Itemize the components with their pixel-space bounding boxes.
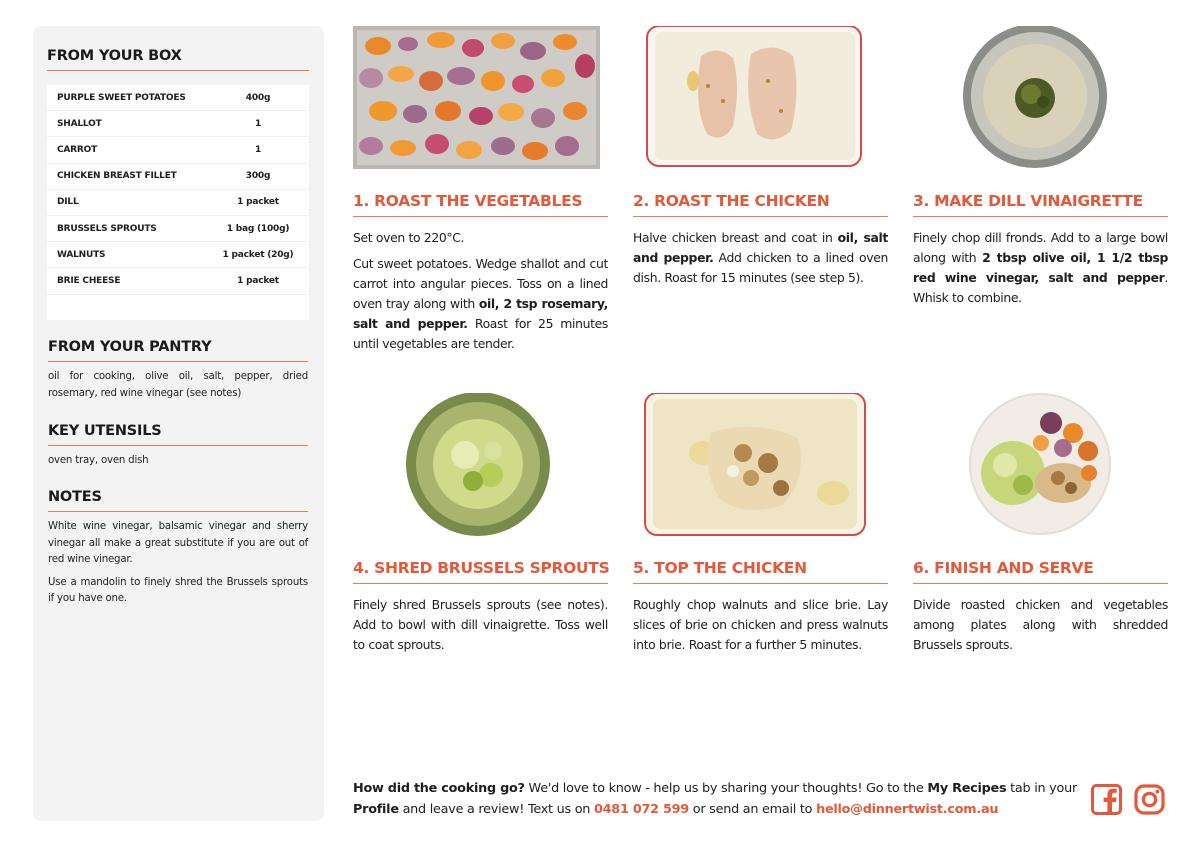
step-4-title: 4. SHRED BRUSSELS SPROUTS <box>353 559 608 584</box>
ingredient-name: PURPLE SWEET POTATOES <box>57 92 186 103</box>
step-5-photo <box>633 393 888 536</box>
step-text-bold: oil, salt and pepper. <box>633 230 888 265</box>
my-recipes-link[interactable]: My Recipes <box>927 781 1007 796</box>
ingredient-qty: 1 packet <box>237 275 279 286</box>
ingredient-qty: 400g <box>245 92 271 103</box>
step-1-text <box>353 228 608 354</box>
ingredient-row <box>47 85 309 111</box>
step-2-paragraph <box>633 228 888 288</box>
instagram-icon[interactable] <box>1134 784 1165 819</box>
ingredient-row <box>47 268 309 294</box>
chicken-in-oven-dish-photo <box>633 26 888 169</box>
ingredient-row <box>47 111 309 137</box>
step-5-text <box>633 595 888 655</box>
footer-text: and leave a review! Text us on <box>398 802 594 817</box>
step-3-paragraph <box>913 228 1168 308</box>
step-1-paragraph <box>353 254 608 354</box>
facebook-icon[interactable] <box>1091 784 1122 819</box>
brie-walnut-chicken-photo <box>633 393 888 536</box>
step-2-title: 2. ROAST THE CHICKEN <box>633 192 888 217</box>
step-text: Halve chicken breast and coat in <box>633 230 838 245</box>
step-2-photo <box>633 26 888 169</box>
notes-section <box>48 489 308 608</box>
step-3-text <box>913 228 1168 308</box>
step-5 <box>633 393 888 661</box>
ingredient-name: BRUSSELS SPROUTS <box>57 223 157 234</box>
step-6 <box>913 393 1168 661</box>
utensils-heading: KEY UTENSILS <box>48 423 308 446</box>
step-2-text <box>633 228 888 288</box>
step-text: Roast for 25 minutes until vegetables are tender. <box>353 316 609 351</box>
step-1-title: 1. ROAST THE VEGETABLES <box>353 192 608 217</box>
ingredient-row <box>47 216 309 242</box>
step-4-photo <box>353 393 608 536</box>
ingredient-row <box>47 137 309 163</box>
ingredient-name: BRIE CHEESE <box>57 275 121 286</box>
ingredient-row <box>47 242 309 268</box>
note-text: Use a mandolin to finely shred the Brussels sprouts if you have one. <box>48 576 308 604</box>
shredded-sprouts-bowl-photo <box>353 393 608 536</box>
ingredient-name: WALNUTS <box>57 249 106 260</box>
ingredient-qty: 1 <box>254 118 262 129</box>
ingredient-name: CHICKEN BREAST FILLET <box>57 171 177 182</box>
step-5-paragraph: Roughly chop walnuts and slice brie. Lay slices of brie on chicken and press walnuts into brie. Roast for a further 5 minutes. <box>633 597 888 652</box>
notes-heading: NOTES <box>48 489 308 512</box>
footer-text: or send an email to <box>688 802 817 817</box>
ingredient-name: SHALLOT <box>57 118 102 129</box>
feedback-footer <box>353 778 1078 820</box>
footer-question: How did the cooking go? <box>353 781 525 796</box>
note-text: White wine vinegar, balsamic vinegar and sherry vinegar all make a great substitute if you are out of red wine vinegar. <box>48 521 308 565</box>
step-4 <box>353 393 608 661</box>
sidebar-panel <box>33 26 324 821</box>
step-3-title: 3. MAKE DILL VINAIGRETTE <box>913 192 1168 217</box>
step-6-title: 6. FINISH AND SERVE <box>913 559 1168 584</box>
step-3 <box>913 26 1168 314</box>
ingredient-qty: 1 packet (20g) <box>222 249 294 260</box>
pantry-section <box>48 339 308 402</box>
ingredient-qty: 300g <box>245 171 271 182</box>
ingredient-row <box>47 190 309 216</box>
phone-link[interactable]: 0481 072 599 <box>594 802 689 817</box>
ingredient-qty: 1 bag (100g) <box>226 223 290 234</box>
step-6-text <box>913 595 1168 655</box>
step-text: Finely chop dill fronds. Add to a large bowl along with <box>913 230 1168 265</box>
footer-text: We'd love to know - help us by sharing your thoughts! Go to the <box>524 781 928 796</box>
footer-text: tab in your <box>1006 781 1077 796</box>
step-text-bold: oil, 2 tsp rosemary, salt and pepper. <box>353 296 608 331</box>
step-text: Add chicken to a lined oven dish. Roast for 15 minutes (see step 5). <box>633 250 888 285</box>
ingredient-row <box>47 164 309 190</box>
step-text: . Whisk to combine. <box>913 270 1168 305</box>
plated-meal-photo <box>913 393 1168 536</box>
step-4-text <box>353 595 608 655</box>
step-6-paragraph: Divide roasted chicken and vegetables among plates along with shredded Brussels sprouts. <box>913 597 1168 652</box>
step-2 <box>633 26 888 294</box>
ingredient-name: DILL <box>57 197 79 208</box>
step-3-photo <box>913 26 1168 169</box>
pantry-text: oil for cooking, olive oil, salt, pepper, dried rosemary, red wine vinegar (see notes) <box>48 371 308 399</box>
utensils-text: oven tray, oven dish <box>48 455 149 466</box>
from-your-box-heading: FROM YOUR BOX <box>47 48 309 71</box>
step-1-paragraph: Set oven to 220°C. <box>353 230 465 245</box>
step-text-bold: 2 tbsp olive oil, 1 1/2 tbsp red wine vinegar, salt and pepper <box>913 250 1169 285</box>
email-link[interactable]: hello@dinnertwist.com.au <box>816 802 999 817</box>
ingredient-qty: 1 packet <box>237 197 279 208</box>
roasted-vegetables-tray-photo <box>353 26 600 169</box>
step-4-paragraph: Finely shred Brussels sprouts (see notes). Add to bowl with dill vinaigrette. Toss well to coat sprouts. <box>353 597 608 652</box>
dill-vinaigrette-bowl-photo <box>913 26 1168 169</box>
utensils-section <box>48 423 308 470</box>
ingredient-qty: 1 <box>254 144 262 155</box>
ingredient-name: CARROT <box>57 144 98 155</box>
ingredients-table <box>47 85 309 320</box>
step-5-title: 5. TOP THE CHICKEN <box>633 559 888 584</box>
step-1-photo <box>353 26 608 169</box>
profile-link[interactable]: Profile <box>353 802 399 817</box>
pantry-heading: FROM YOUR PANTRY <box>48 339 308 362</box>
step-1 <box>353 26 608 360</box>
step-6-photo <box>913 393 1168 536</box>
step-text: Cut sweet potatoes. Wedge shallot and cut carrot into angular pieces. Toss on a lined oven tray along with <box>353 256 608 311</box>
